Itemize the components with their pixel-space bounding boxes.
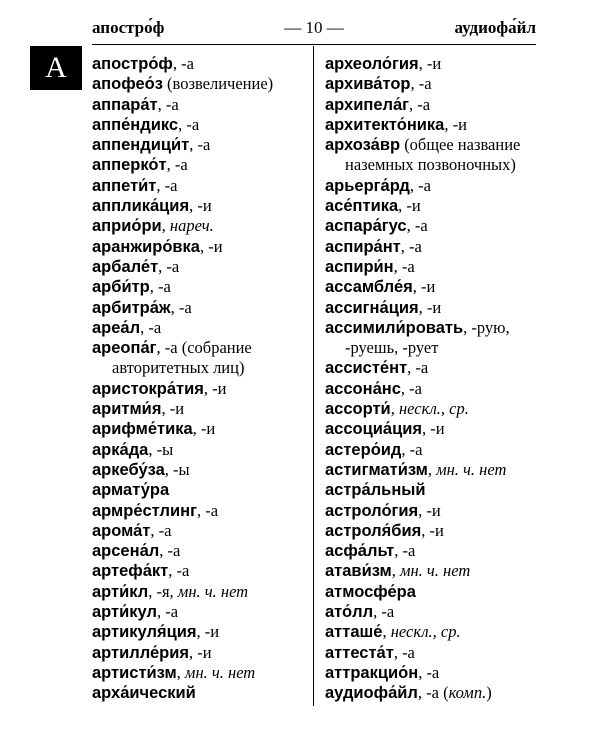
entry-grammar: , -а bbox=[159, 541, 181, 561]
entry-grammar: , -и bbox=[199, 236, 223, 256]
entry-grammar: (возвеличение) bbox=[162, 74, 274, 94]
entry-grammar: , -а bbox=[150, 520, 172, 540]
entry-headword: арка́да bbox=[92, 440, 149, 459]
dictionary-line bbox=[92, 95, 307, 115]
entry-headword: аранжиро́вка bbox=[92, 237, 200, 256]
entry-grammar: , -а (собрание bbox=[156, 338, 252, 358]
entry-grammar: , -а bbox=[406, 216, 428, 236]
dictionary-line bbox=[325, 663, 540, 683]
entry-grammar: , -ы bbox=[148, 439, 174, 459]
entry-grammar: , bbox=[390, 399, 399, 419]
dictionary-line bbox=[92, 176, 307, 196]
entry-headword: атмосфе́ра bbox=[325, 582, 416, 601]
entry-headword: артефа́кт bbox=[92, 562, 169, 581]
entry-headword: аристокра́тия bbox=[92, 379, 204, 398]
dictionary-line bbox=[92, 643, 307, 663]
entry-grammar: , -и bbox=[418, 500, 441, 520]
dictionary-line bbox=[325, 74, 540, 94]
entry-continuation: -руешь, -рует bbox=[345, 338, 439, 358]
entry-headword: аттракцио́н bbox=[325, 663, 419, 682]
entry-grammar: , -а bbox=[156, 175, 178, 195]
entry-note: мн. ч. нет bbox=[436, 459, 507, 479]
entry-headword: арха́ический bbox=[92, 684, 196, 703]
section-letter-tab: А bbox=[30, 46, 82, 90]
entry-headword: археоло́гия bbox=[325, 55, 419, 73]
dictionary-line bbox=[92, 683, 307, 703]
dictionary-line bbox=[325, 643, 540, 663]
entry-grammar: , -я, bbox=[148, 581, 178, 601]
dictionary-line bbox=[325, 358, 540, 378]
entry-grammar: , -а bbox=[407, 358, 429, 378]
entry-headword: астроля́бия bbox=[325, 521, 422, 540]
dictionary-line bbox=[92, 399, 307, 419]
entry-grammar: , -ы bbox=[164, 459, 190, 479]
entry-grammar: , -а bbox=[393, 256, 415, 276]
entry-note: нареч. bbox=[169, 216, 214, 236]
dictionary-line bbox=[325, 602, 540, 622]
dictionary-line bbox=[325, 196, 540, 216]
entry-note: мн. ч. нет bbox=[184, 662, 256, 682]
dictionary-line bbox=[92, 216, 307, 236]
entry-grammar: , -и bbox=[421, 520, 444, 540]
dictionary-line bbox=[325, 237, 540, 257]
entry-grammar: , bbox=[391, 561, 400, 581]
entry-grammar: , -и bbox=[412, 277, 436, 297]
entry-headword: архива́тор bbox=[325, 75, 411, 94]
entry-grammar: , -а bbox=[393, 642, 415, 662]
dictionary-line bbox=[92, 257, 307, 277]
dictionary-line bbox=[325, 440, 540, 460]
dictionary-line bbox=[92, 419, 307, 439]
entry-headword: арома́т bbox=[92, 521, 151, 540]
entry-headword: апофео́з bbox=[92, 75, 163, 94]
entry-grammar: , -а bbox=[373, 602, 395, 622]
dictionary-line bbox=[325, 338, 540, 358]
dictionary-line bbox=[325, 460, 540, 480]
entry-headword: ассорти́ bbox=[325, 400, 391, 419]
dictionary-line bbox=[325, 176, 540, 196]
entry-headword: арсена́л bbox=[92, 542, 160, 561]
entry-headword: ассимили́ровать bbox=[325, 318, 464, 337]
dictionary-line bbox=[92, 155, 307, 175]
entry-grammar: , -а bbox=[410, 74, 432, 94]
dictionary-line bbox=[92, 115, 307, 135]
entry-headword: ассамбле́я bbox=[325, 278, 413, 297]
entry-headword: апперко́т bbox=[92, 156, 167, 175]
dictionary-line bbox=[92, 318, 307, 338]
entry-grammar: , -и bbox=[189, 196, 212, 216]
dictionary-line bbox=[92, 277, 307, 297]
entry-note: мн. ч. нет bbox=[399, 561, 471, 581]
entry-headword: апостро́ф bbox=[92, 55, 173, 73]
dictionary-line bbox=[325, 95, 540, 115]
dictionary-line bbox=[92, 298, 307, 318]
entry-grammar: , -а bbox=[170, 297, 192, 317]
dictionary-line bbox=[92, 602, 307, 622]
entry-grammar: , -а bbox=[157, 94, 179, 114]
dictionary-line bbox=[92, 561, 307, 581]
entry-grammar: , -а bbox=[158, 256, 180, 276]
entry-headword: аритми́я bbox=[92, 400, 162, 419]
entry-headword: ассигна́ция bbox=[325, 298, 419, 317]
entry-headword: артикуля́ция bbox=[92, 623, 197, 642]
entry-headword: астроло́гия bbox=[325, 501, 419, 520]
entry-grammar: , -а bbox=[189, 135, 211, 155]
dictionary-line bbox=[325, 622, 540, 642]
dictionary-line bbox=[325, 277, 540, 297]
entry-headword: арби́тр bbox=[92, 278, 150, 297]
entry-headword: аспара́гус bbox=[325, 217, 407, 236]
entry-grammar: , -рую, bbox=[463, 317, 510, 337]
dictionary-line bbox=[92, 135, 307, 155]
entry-grammar: , -и bbox=[203, 378, 227, 398]
dictionary-line bbox=[92, 74, 307, 94]
entry-headword: аппара́т bbox=[92, 95, 158, 114]
dictionary-line bbox=[325, 54, 540, 74]
dictionary-line bbox=[92, 196, 307, 216]
entry-headword: арифме́тика bbox=[92, 420, 193, 439]
dictionary-line bbox=[92, 237, 307, 257]
entry-grammar: , bbox=[161, 216, 170, 236]
dictionary-line bbox=[325, 298, 540, 318]
dictionary-line bbox=[92, 582, 307, 602]
dictionary-line bbox=[92, 521, 307, 541]
dictionary-line bbox=[92, 54, 307, 74]
entry-headword: асе́птика bbox=[325, 197, 399, 216]
entry-headword: астра́льный bbox=[325, 481, 426, 500]
dictionary-line bbox=[325, 155, 540, 175]
entry-headword: аппендици́т bbox=[92, 136, 190, 155]
dictionary-line bbox=[92, 541, 307, 561]
entry-grammar: , -и bbox=[161, 399, 185, 419]
right-guide-word: аудиофа́йл bbox=[454, 18, 536, 37]
entry-grammar: , -а bbox=[140, 317, 162, 337]
dictionary-line bbox=[325, 683, 540, 703]
entry-headword: ассисте́нт bbox=[325, 359, 408, 378]
dictionary-line bbox=[92, 338, 307, 358]
page-header bbox=[92, 18, 536, 42]
entry-grammar: , -и bbox=[196, 622, 220, 642]
header-rule bbox=[92, 44, 536, 45]
entry-headword: аспира́нт bbox=[325, 237, 401, 256]
dictionary-line bbox=[325, 399, 540, 419]
entry-headword: арти́кул bbox=[92, 603, 157, 622]
dictionary-line bbox=[92, 379, 307, 399]
entry-continuation: наземных позвоночных) bbox=[345, 155, 516, 175]
entry-headword: ассона́нс bbox=[325, 379, 401, 398]
entry-grammar: , -а bbox=[149, 277, 171, 297]
entry-headword: архоза́вр bbox=[325, 136, 401, 155]
entry-headword: арбале́т bbox=[92, 257, 159, 276]
dictionary-line bbox=[325, 582, 540, 602]
entry-note: нескл., ср. bbox=[398, 399, 469, 419]
column-divider bbox=[313, 46, 314, 706]
entry-grammar: , bbox=[176, 662, 185, 682]
entry-grammar: , -а bbox=[400, 378, 422, 398]
dictionary-line bbox=[325, 561, 540, 581]
entry-headword: аркебу́за bbox=[92, 460, 165, 479]
entry-headword: асфа́льт bbox=[325, 542, 395, 561]
entry-headword: армату́ра bbox=[92, 481, 170, 500]
entry-grammar: , -а bbox=[400, 236, 422, 256]
entry-headword: апплика́ция bbox=[92, 197, 190, 216]
dictionary-line bbox=[92, 663, 307, 683]
entry-grammar: , -и bbox=[422, 419, 445, 439]
entry-grammar: , -а bbox=[409, 175, 431, 195]
entry-grammar: , -а bbox=[168, 561, 190, 581]
entry-headword: артисти́зм bbox=[92, 663, 177, 682]
entry-grammar: , -и bbox=[192, 419, 216, 439]
dictionary-line bbox=[325, 115, 540, 135]
entry-headword: априо́ри bbox=[92, 217, 162, 236]
entry-grammar: , bbox=[382, 622, 391, 642]
entry-headword: архитекто́ника bbox=[325, 115, 445, 134]
entry-headword: аспири́н bbox=[325, 257, 394, 276]
entry-note: нескл., ср. bbox=[390, 622, 461, 642]
dictionary-line bbox=[325, 419, 540, 439]
entry-note: комп. bbox=[448, 683, 487, 703]
dictionary-line bbox=[325, 135, 540, 155]
entry-headword: аппе́ндикс bbox=[92, 115, 179, 134]
entry-headword: атави́зм bbox=[325, 562, 392, 581]
page-number: — 10 — bbox=[284, 18, 344, 37]
entry-grammar: , -а bbox=[394, 541, 416, 561]
dictionary-line bbox=[325, 541, 540, 561]
entry-grammar: (общее название bbox=[400, 135, 521, 155]
dictionary-line bbox=[325, 216, 540, 236]
dictionary-line bbox=[92, 480, 307, 500]
entry-grammar: , -а ( bbox=[417, 683, 449, 703]
entry-headword: арти́кл bbox=[92, 582, 149, 601]
entry-headword: атташе́ bbox=[325, 623, 383, 642]
entry-headword: ареопа́г bbox=[92, 339, 157, 358]
entry-headword: арбитра́ж bbox=[92, 298, 171, 317]
entry-headword: архипела́г bbox=[325, 95, 410, 114]
entry-grammar: , -а bbox=[197, 500, 219, 520]
entry-headword: арьерга́рд bbox=[325, 176, 410, 195]
entry-grammar: , -а bbox=[418, 662, 440, 682]
entry-headword: астигмати́зм bbox=[325, 460, 428, 479]
entry-headword: аппети́т bbox=[92, 176, 157, 195]
entry-grammar: , -и bbox=[189, 642, 212, 662]
entry-headword: артилле́рия bbox=[92, 643, 190, 662]
entry-grammar: , -и bbox=[444, 114, 467, 134]
dictionary-line bbox=[325, 257, 540, 277]
entry-grammar: , -и bbox=[418, 297, 442, 317]
right-column bbox=[325, 54, 540, 704]
entry-grammar: , -а bbox=[172, 54, 194, 73]
dictionary-line bbox=[325, 521, 540, 541]
dictionary-line bbox=[92, 358, 307, 378]
entry-headword: ассоциа́ция bbox=[325, 420, 422, 439]
entry-headword: ато́лл bbox=[325, 603, 374, 622]
dictionary-line bbox=[325, 480, 540, 500]
entry-headword: аттеста́т bbox=[325, 643, 394, 662]
dictionary-line bbox=[92, 440, 307, 460]
entry-grammar: , -и bbox=[418, 54, 442, 73]
entry-headword: астеро́ид bbox=[325, 440, 402, 459]
entry-grammar: , -а bbox=[178, 114, 200, 134]
dictionary-line bbox=[325, 379, 540, 399]
dictionary-line bbox=[92, 460, 307, 480]
left-guide-word: апостро́ф bbox=[92, 18, 165, 37]
dictionary-line bbox=[92, 622, 307, 642]
entry-note: мн. ч. нет bbox=[177, 581, 249, 601]
entry-grammar: , -а bbox=[409, 94, 431, 114]
entry-grammar: , -а bbox=[166, 155, 188, 175]
entry-headword: армре́стлинг bbox=[92, 501, 198, 520]
entry-grammar: , -и bbox=[398, 196, 421, 216]
entry-grammar: , -а bbox=[156, 602, 179, 622]
entry-continuation: авторитетных лиц) bbox=[112, 358, 245, 378]
entry-grammar: , -а bbox=[401, 439, 423, 459]
entry-headword: ареа́л bbox=[92, 318, 141, 337]
dictionary-line bbox=[325, 318, 540, 338]
dictionary-line bbox=[92, 501, 307, 521]
entry-headword: аудиофа́йл bbox=[325, 684, 418, 703]
left-column bbox=[92, 54, 307, 704]
dictionary-line bbox=[325, 501, 540, 521]
entry-grammar: , bbox=[427, 459, 437, 479]
entry-tail: ) bbox=[486, 683, 492, 703]
